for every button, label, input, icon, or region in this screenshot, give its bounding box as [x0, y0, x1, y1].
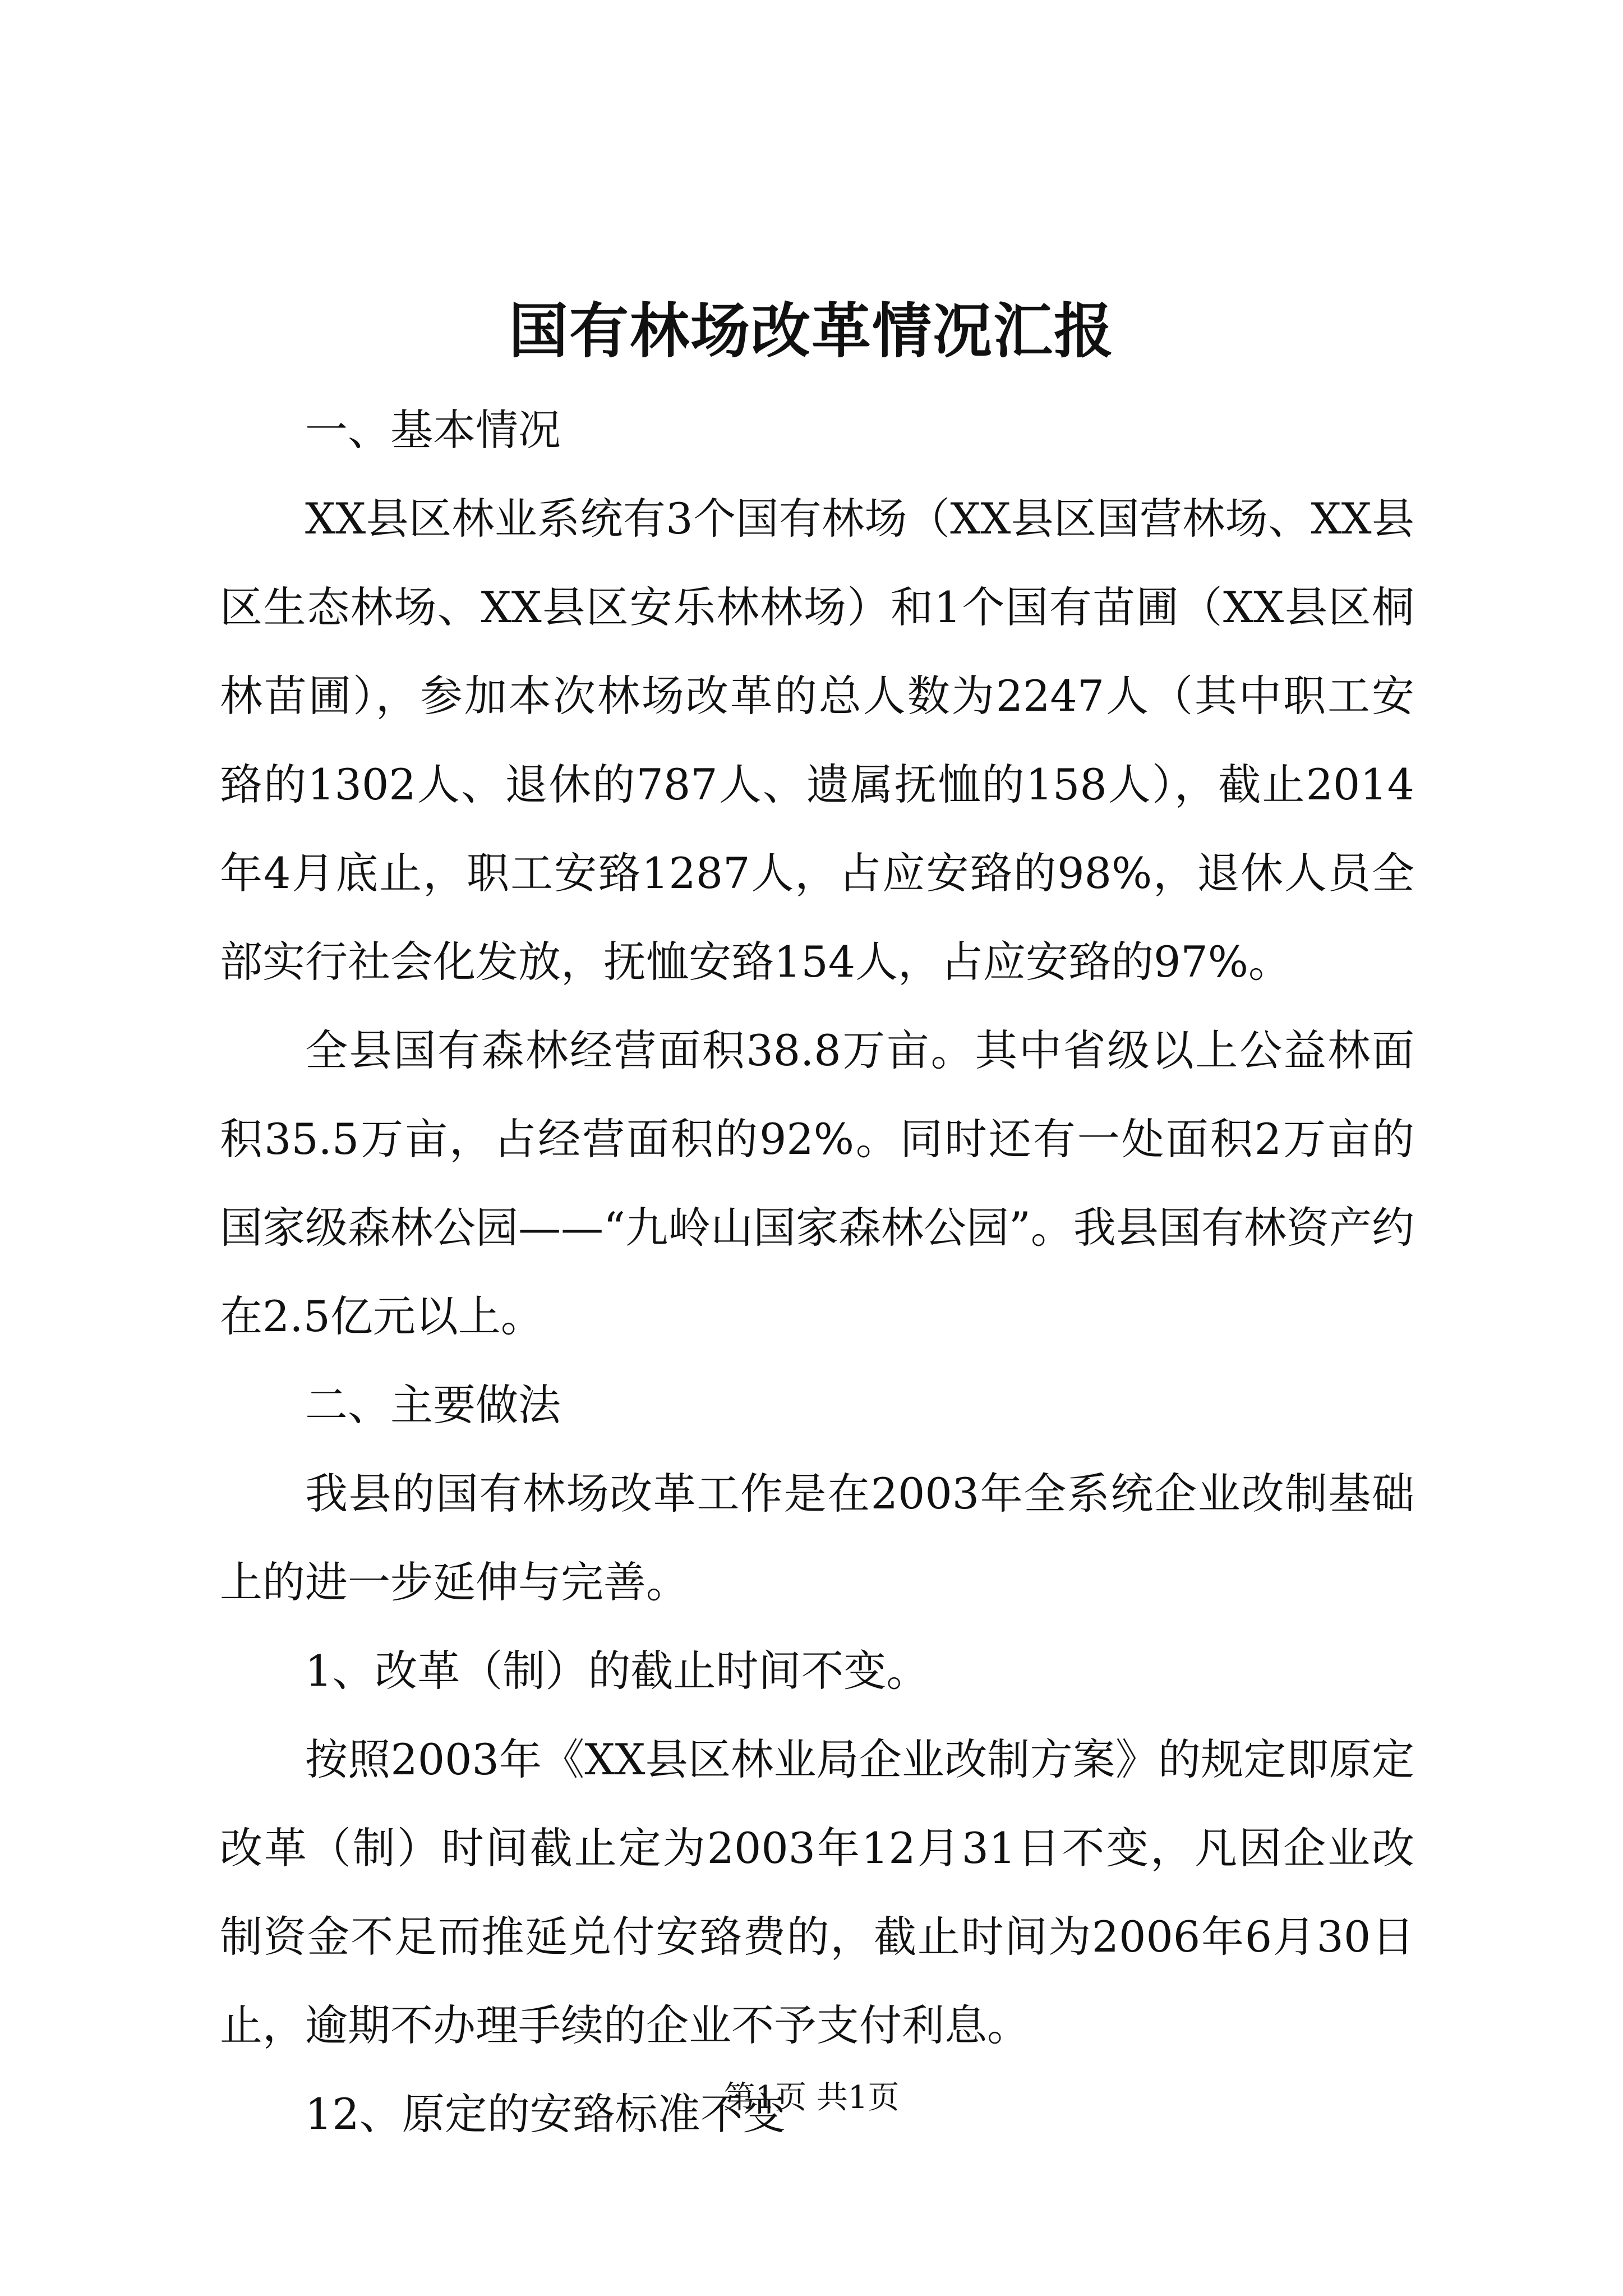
page-footer: 第1页 共1页 — [723, 2079, 900, 2116]
document-body — [220, 386, 1414, 2159]
paragraph-forest-farms: XX县区林业系统有3个国有林场（XX县区国营林场、XX县区生态林场、XX县区安乐林林场）和1个国有苗圃（XX县区桐林苗圃），参加本次林场改革的总人数为2247人（其中职工安臵的1302人、退休的787人、遗属抚恤的158人），截止2014年4月底止，职工安臵1287人，占应安臵的98%，退休人员全部实行社会化发放，抚恤安臵154人，占应安臵的97%。 — [220, 494, 1414, 987]
section-heading-basic-situation: 一、基本情况 — [305, 405, 561, 455]
paragraph-deadline-details: 按照2003年《XX县区林业局企业改制方案》的规定即原定改革（制）时间截止定为2003年12月31日不变，凡因企业改制资金不足而推延兑付安臵费的，截止时间为2006年6月30日止，逾期不办理手续的企业不予支付利息。 — [220, 1734, 1414, 2050]
item-deadline-unchanged: 1、改革（制）的截止时间不变。 — [305, 1646, 929, 1696]
document-title: 国有林场改革情况汇报 — [509, 296, 1114, 366]
paragraph-forest-area: 全县国有森林经营面积38.8万亩。其中省级以上公益林面积35.5万亩，占经营面积的92%。同时还有一处面积2万亩的国家级森林公园——“九岭山国家森林公园”。我县国有林资产约在2.5亿元以上。 — [220, 1025, 1414, 1341]
paragraph-reform-background: 我县的国有林场改革工作是在2003年全系统企业改制基础上的进一步延伸与完善。 — [220, 1469, 1414, 1607]
item-placement-standard-unchanged: 12、原定的安臵标准不变 — [305, 2089, 786, 2139]
section-heading-main-practices: 二、主要做法 — [305, 1380, 561, 1430]
